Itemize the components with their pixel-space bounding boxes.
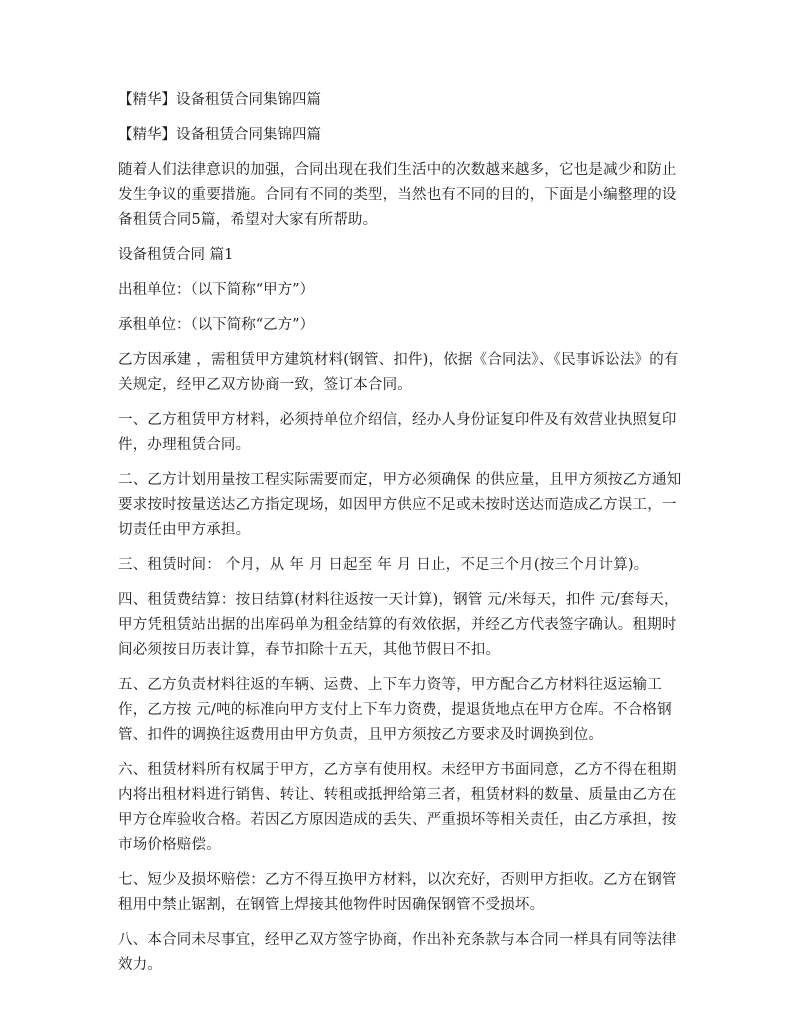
clause-8: 八、本合同未尽事宜，经甲乙双方签字协商，作出补充条款与本合同一样具有同等法律效力。 bbox=[118, 932, 677, 973]
clause-2: 二、乙方计划用量按工程实际需要而定，甲方必须确保 的供应量，且甲方须按乙方通知要求按时按量送达乙方指定现场，如因甲方供应不足或未按时送达而造成乙方误工，一切责任由甲方承担。 bbox=[118, 472, 682, 538]
clause-5: 五、乙方负责材料往返的车辆、运费、上下车力资等，甲方配合乙方材料往返运输工作，乙方按 元/吨的标准向甲方支付上下车力资费，提退货地点在甲方仓库。不合格钢管、扣件的调换往返费用由甲方负责，且甲方须按乙方要求及时调换到位。 bbox=[118, 677, 672, 743]
clause-6: 六、租赁材料所有权属于甲方，乙方享有使用权。未经甲方书面同意，乙方不得在租期内将出租材料进行销售、转让、转租或抵押给第三者，租赁材料的数量、质量由乙方在甲方仓库验收合格。若因乙方原因造成的丢失、严重损坏等相关责任，由乙方承担，按市场价格赔偿。 bbox=[118, 762, 677, 853]
document-title: 【精华】设备租赁合同集锦四篇 bbox=[118, 92, 321, 108]
lessee-line: 承租单位：（以下简称“乙方”） bbox=[118, 317, 315, 333]
clause-4: 四、租赁费结算：按日结算(材料往返按一天计算)，钢管 元/米每天，扣件 元/套每天，甲方凭租赁站出据的出库码单为租金结算的有效依据，并经乙方代表签字确认。租期时间必须按日历表计算，春节扣除十五天，其他节假日不扣。 bbox=[118, 592, 679, 658]
lessor-line: 出租单位：（以下简称“甲方”） bbox=[118, 282, 315, 298]
clause-7: 七、短少及损坏赔偿：乙方不得互换甲方材料，以次充好，否则甲方拒收。乙方在钢管租用中禁止锯割，在钢管上焊接其他物件时因确保钢管不受损坏。 bbox=[118, 872, 677, 913]
document-page bbox=[118, 88, 688, 988]
clause-3: 三、租赁时间： 个月，从 年 月 日起至 年 月 日止，不足三个月(按三个月计算)。 bbox=[118, 557, 649, 573]
preamble-paragraph: 乙方因承建 ，需租赁甲方建筑材料(钢管、扣件)，依据《合同法》、《民事诉讼法》的有关规定，经甲乙双方协商一致，签订本合同。 bbox=[118, 352, 679, 393]
clause-1: 一、乙方租赁甲方材料，必须持单位介绍信，经办人身份证复印件及有效营业执照复印件，办理租赁合同。 bbox=[118, 412, 677, 453]
document-title-repeat: 【精华】设备租赁合同集锦四篇 bbox=[118, 127, 321, 143]
intro-paragraph: 随着人们法律意识的加强，合同出现在我们生活中的次数越来越多，它也是减少和防止发生争议的重要措施。合同有不同的类型，当然也有不同的目的，下面是小编整理的设备租赁合同5篇，希望对大家有所帮助。 bbox=[118, 162, 677, 228]
section-heading: 设备租赁合同 篇1 bbox=[118, 247, 234, 263]
